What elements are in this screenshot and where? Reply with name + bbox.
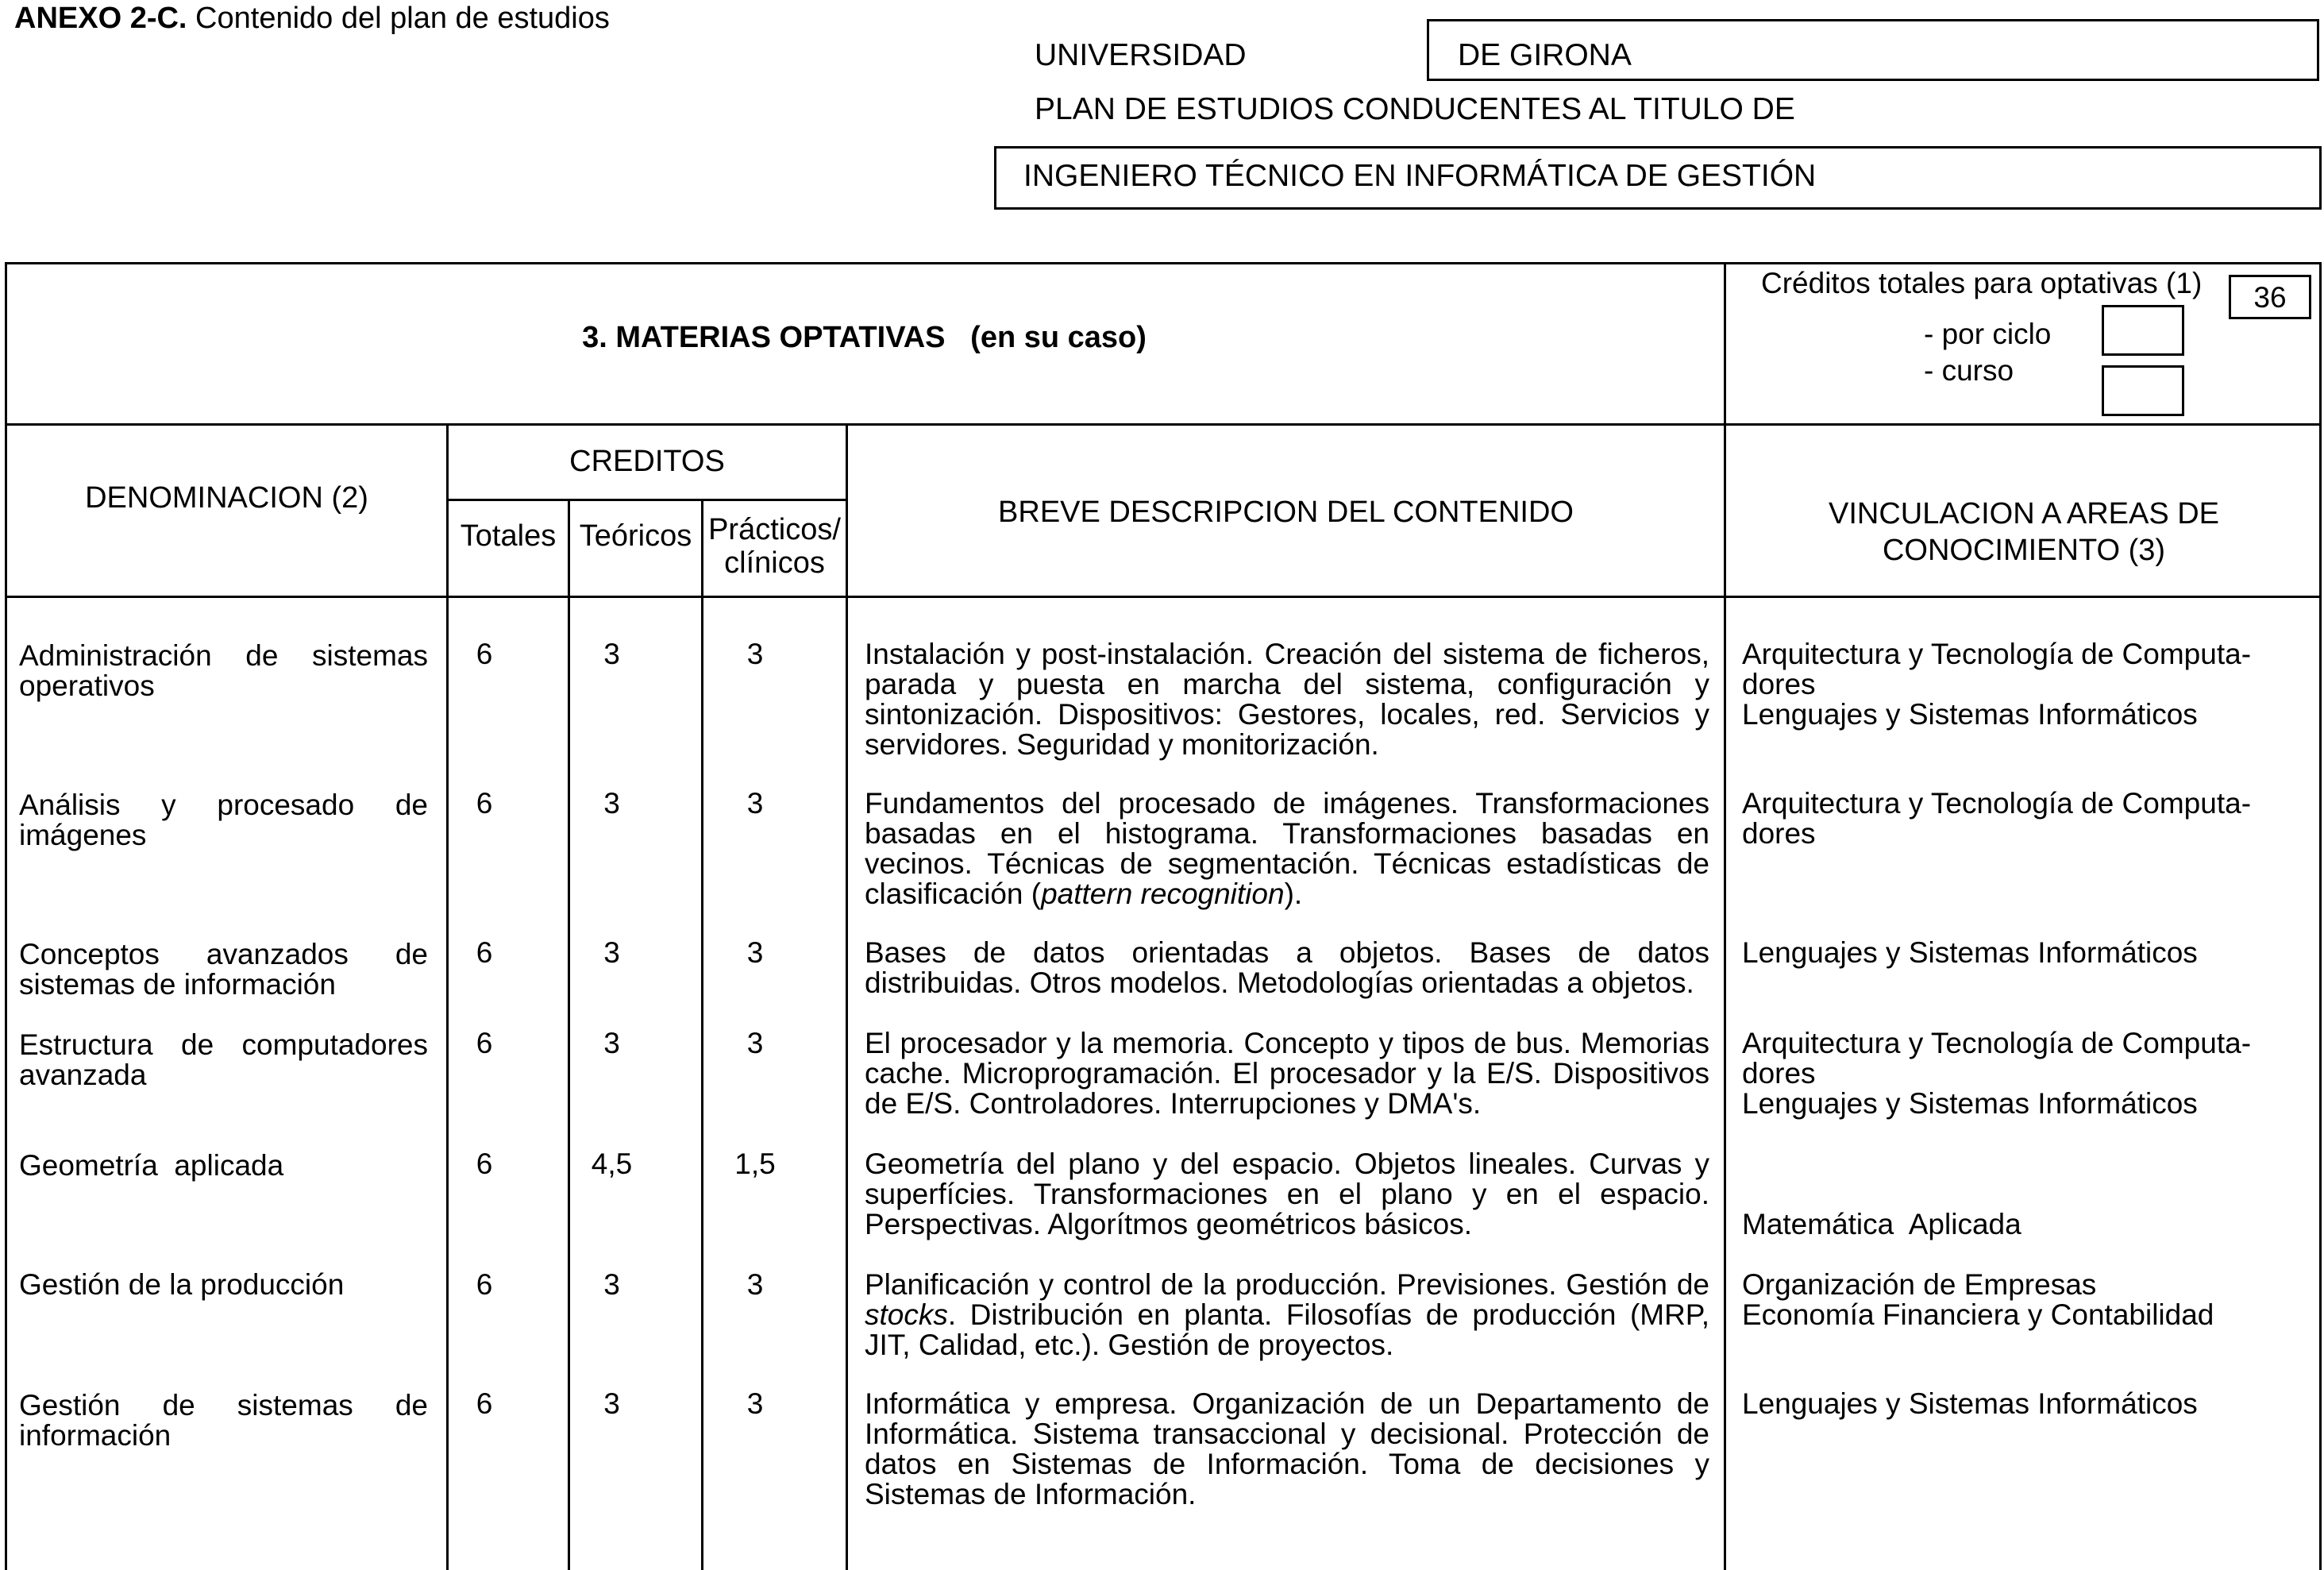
- area-line: Arquitectura y Tecnología de Computa-: [1742, 638, 2252, 670]
- credits-practice: 3: [746, 787, 764, 820]
- credits-theory: 3: [603, 638, 620, 670]
- credits-practice: 3: [746, 1268, 764, 1301]
- area-line: dores: [1742, 1057, 1816, 1090]
- description-text: Planificación y control de la producción. Previsiones. Gestión de: [865, 1268, 1709, 1301]
- content-description: Instalación y post-instalación. Creación del sistema de ficheros, parada y puesta en marcha del sistema, configuración y sintonización. Dispositivos: Gestores, locales, red. Servicios y servidores. Seguridad y monitorización.: [865, 638, 1709, 761]
- credits-practice: 3: [746, 1387, 764, 1420]
- credits-theory: 3: [603, 1027, 620, 1059]
- optional-credits-value: 36: [2229, 275, 2311, 319]
- knowledge-areas: [1742, 1028, 2314, 1119]
- subject-name: Geometría aplicada: [19, 1149, 284, 1182]
- knowledge-areas: [1742, 938, 2314, 968]
- knowledge-areas: [1742, 639, 2314, 730]
- credits-total: 6: [476, 1027, 493, 1059]
- credits-total: 6: [476, 1387, 493, 1420]
- credits-total: 6: [476, 1268, 493, 1301]
- col-header-practice-line1: Prácticos/: [708, 513, 841, 546]
- knowledge-areas: [1742, 789, 2314, 849]
- credits-theory: 4,5: [591, 1148, 633, 1180]
- area-line: Matemática Aplicada: [1742, 1208, 2021, 1240]
- content-description: [865, 789, 1709, 909]
- credits-practice: 1,5: [734, 1148, 776, 1180]
- area-line: Organización de Empresas: [1742, 1268, 2097, 1301]
- credits-practice: 3: [746, 638, 764, 670]
- description-italic: stocks: [865, 1298, 948, 1331]
- per-course-label: - curso: [1924, 354, 2014, 387]
- knowledge-areas: [1742, 1389, 2314, 1419]
- per-cycle-box: [2102, 305, 2184, 356]
- credits-theory: 3: [603, 787, 620, 820]
- area-line: dores: [1742, 668, 1816, 700]
- optional-subjects-table: [5, 262, 2322, 1570]
- university-value: DE GIRONA: [1458, 38, 1632, 72]
- col-header-areas-line1: VINCULACION A AREAS DE: [1828, 497, 2220, 530]
- annex-subtitle: Contenido del plan de estudios: [195, 2, 610, 35]
- subject-name: Análisis y procesado de imágenes: [19, 789, 428, 851]
- content-description: [865, 1270, 1709, 1360]
- area-line: dores: [1742, 817, 1816, 850]
- table-col-divider-description: [846, 423, 848, 1570]
- credits-total: 6: [476, 638, 493, 670]
- col-header-totals: Totales: [460, 519, 557, 553]
- university-label: UNIVERSIDAD: [1035, 38, 1247, 72]
- annex-label: ANEXO 2-C.: [14, 2, 187, 35]
- col-header-denomination: DENOMINACION (2): [85, 481, 368, 515]
- table-col-divider-areas: [1724, 262, 1726, 1570]
- content-description: Informática y empresa. Organización de un Departamento de Informática. Sistema transaccional y decisional. Protección de datos en Sistemas de Información. Toma de decisiones y Sistemas de Información.: [865, 1387, 1709, 1510]
- col-header-credits: CREDITOS: [569, 445, 725, 478]
- table-rule-credits: [446, 499, 846, 501]
- credits-practice: 3: [746, 1027, 764, 1059]
- description-text: . Distribución en planta. Filosofías de producción (MRP, JIT, Calidad, etc.). Gestión de proyectos.: [865, 1298, 1709, 1361]
- area-line: Lenguajes y Sistemas Informáticos: [1742, 936, 2198, 969]
- col-header-practice: [703, 513, 846, 580]
- subject-name: Gestión de la producción: [19, 1268, 345, 1301]
- col-header-areas: [1726, 496, 2322, 569]
- subject-name: Gestión de sistemas de información: [19, 1389, 428, 1452]
- knowledge-areas: [1742, 1270, 2314, 1330]
- credits-practice: 3: [746, 936, 764, 969]
- subject-name: Estructura de computadores avanzada: [19, 1028, 428, 1091]
- table-rule-section: [5, 423, 2322, 426]
- content-description: Bases de datos orientadas a objetos. Bases de datos distribuidas. Otros modelos. Metodologías orientadas a objetos.: [865, 936, 1709, 999]
- credits-theory: 3: [603, 1387, 620, 1420]
- subject-name: Conceptos avanzados de sistemas de información: [19, 938, 428, 1001]
- area-line: Lenguajes y Sistemas Informáticos: [1742, 698, 2198, 731]
- annex-title: [14, 2, 610, 36]
- degree-title: INGENIERO TÉCNICO EN INFORMÁTICA DE GESTIÓN: [1023, 159, 1817, 193]
- content-description: El procesador y la memoria. Concepto y tipos de bus. Memorias cache. Microprogramación. El procesador y la E/S. Dispositivos de E/S. Controladores. Interrupciones y DMA's.: [865, 1027, 1709, 1120]
- per-course-box: [2102, 365, 2184, 416]
- area-line: Lenguajes y Sistemas Informáticos: [1742, 1387, 2198, 1420]
- description-italic: pattern recognition: [1041, 878, 1285, 910]
- section-title: 3. MATERIAS OPTATIVAS (en su caso): [582, 321, 1147, 354]
- area-line: Economía Financiera y Contabilidad: [1742, 1298, 2214, 1331]
- description-text: Fundamentos del procesado de imágenes. Transformaciones basadas en el histograma. Transformaciones basadas en vecinos. Técnicas de segmentación. Técnicas estadísticas de clasificación (: [865, 787, 1709, 910]
- plan-label: PLAN DE ESTUDIOS CONDUCENTES AL TITULO DE: [1035, 92, 1795, 126]
- credits-total: 6: [476, 787, 493, 820]
- content-description: Geometría del plano y del espacio. Objetos lineales. Curvas y superfícies. Transformaciones en el plano y en el espacio. Perspectivas. Algorítmos geométricos básicos.: [865, 1148, 1709, 1240]
- area-line: Lenguajes y Sistemas Informáticos: [1742, 1087, 2198, 1120]
- col-header-areas-line2: CONOCIMIENTO (3): [1882, 534, 2166, 567]
- per-cycle-label: - por ciclo: [1924, 318, 2052, 350]
- credits-theory: 3: [603, 936, 620, 969]
- description-text: ).: [1284, 878, 1303, 910]
- credits-total: 6: [476, 936, 493, 969]
- credits-theory: 3: [603, 1268, 620, 1301]
- optional-credits-label: Créditos totales para optativas (1): [1761, 267, 2203, 299]
- subject-name: Administración de sistemas operativos: [19, 639, 428, 702]
- area-line: Arquitectura y Tecnología de Computa-: [1742, 1027, 2252, 1059]
- credits-total: 6: [476, 1148, 493, 1180]
- area-line: Arquitectura y Tecnología de Computa-: [1742, 787, 2252, 820]
- col-header-description: BREVE DESCRIPCION DEL CONTENIDO: [998, 496, 1574, 529]
- table-rule-header: [5, 596, 2322, 598]
- col-header-practice-line2: clínicos: [724, 546, 825, 580]
- col-header-theory: Teóricos: [579, 519, 692, 553]
